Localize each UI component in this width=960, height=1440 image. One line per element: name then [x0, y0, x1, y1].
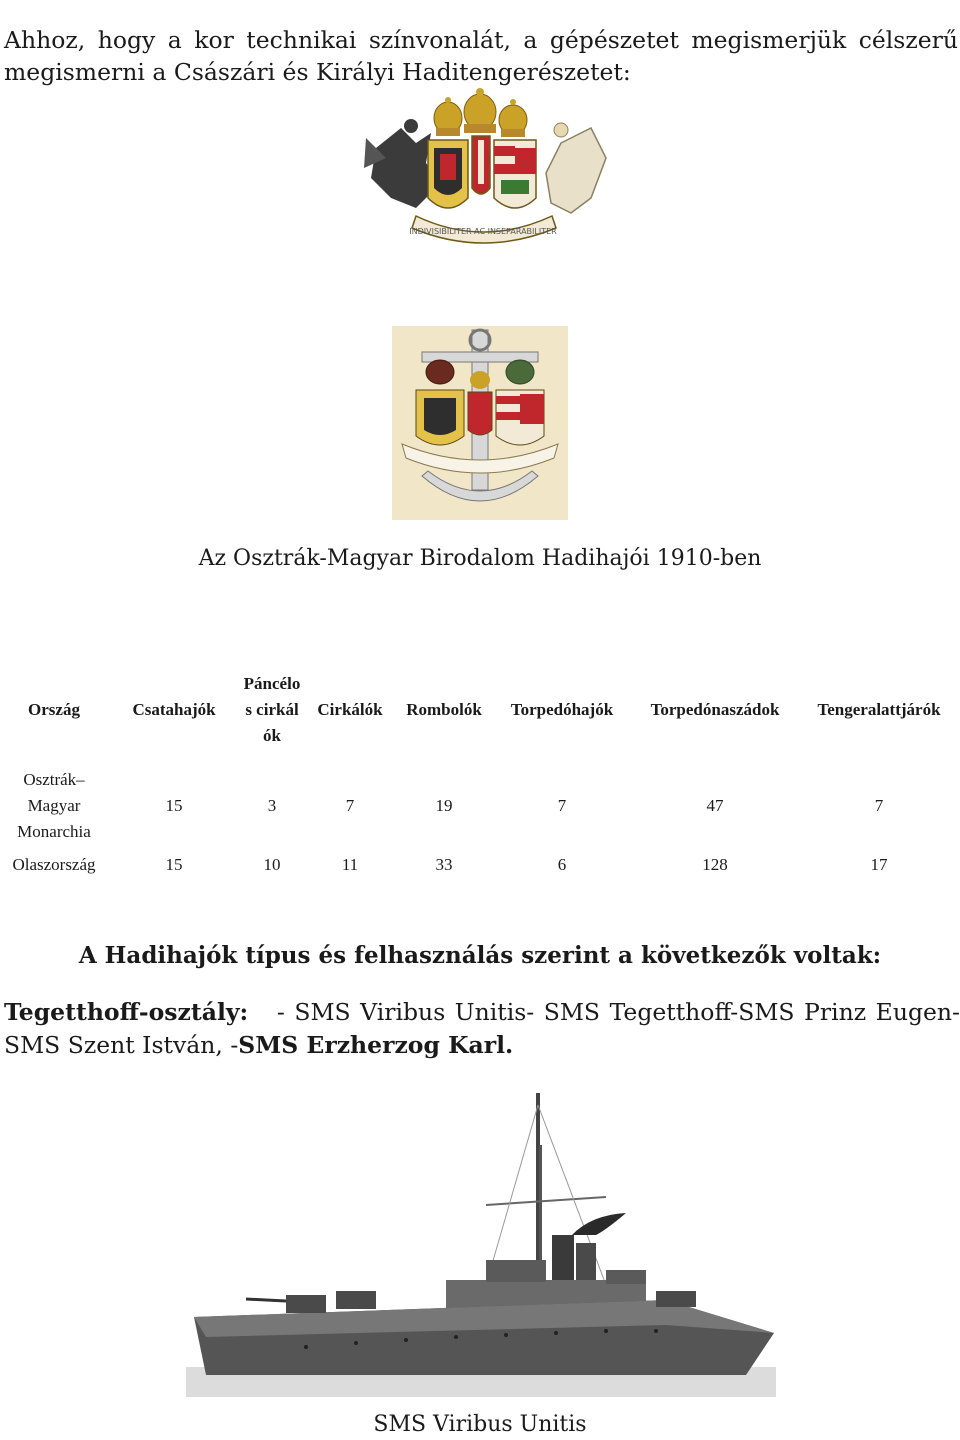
table-cell: 17: [870, 855, 888, 874]
section-heading: A Hadihajók típus és felhasználás szerint a következők voltak:: [78, 942, 882, 969]
ship-list-paragraph: [4, 996, 960, 1062]
table-cell: 6: [557, 855, 567, 874]
battleship-photo: [186, 1085, 776, 1397]
table-cell: 33: [435, 855, 453, 874]
table-caption: Az Osztrák-Magyar Birodalom Hadihajói 1910-ben: [198, 546, 762, 571]
ship-last: SMS Erzherzog Karl.: [238, 1031, 514, 1059]
table-cell: 128: [702, 855, 728, 874]
table-cell: 7: [345, 796, 355, 815]
table-cell: 19: [435, 796, 453, 815]
table-cell: 11: [341, 855, 359, 874]
row-country: Olaszország: [12, 855, 96, 874]
austro-hungarian-coat-of-arms: [356, 88, 610, 246]
header-battleships: Csatahajók: [132, 700, 216, 719]
warship-table: [0, 655, 960, 883]
table-header-row: [0, 655, 960, 765]
row-country: Osztrák–Magyar Monarchia: [17, 770, 91, 841]
header-country: Ország: [28, 700, 80, 719]
header-torpedo-boats: Torpedónaszádok: [650, 700, 780, 719]
table-cell: 15: [165, 796, 183, 815]
coat-motto: INDIVISIBILITER AC INSEPARABILITER: [409, 227, 557, 236]
table-cell: 7: [874, 796, 884, 815]
table-cell: 7: [557, 796, 567, 815]
ship-list: - SMS Viribus Unitis- SMS Tegetthoff-SMS Prinz Eugen- SMS Szent István, -: [4, 998, 960, 1059]
table-cell: 15: [165, 855, 183, 874]
header-cruisers: Cirkálók: [317, 700, 383, 719]
table-row: [0, 765, 960, 847]
intro-paragraph: Ahhoz, hogy a kor technikai színvonalát, a gépészetet megismerjük célszerű megismerni a Császári és Királyi Haditengerészetet:: [4, 25, 958, 86]
table-cell: 10: [263, 855, 281, 874]
header-torpedo-ships: Torpedóhajók: [510, 700, 614, 719]
header-armored-cruisers: Páncélos cirkálók: [243, 674, 301, 745]
table-cell: 3: [267, 796, 277, 815]
header-destroyers: Rombolók: [406, 700, 482, 719]
photo-caption: SMS Viribus Unitis: [373, 1412, 587, 1437]
table-row: [0, 847, 960, 883]
naval-coat-of-arms: [392, 326, 568, 520]
class-label: Tegetthoff-osztály:: [4, 998, 249, 1026]
table-cell: 47: [706, 796, 724, 815]
header-submarines: Tengeralattjárók: [817, 700, 941, 719]
